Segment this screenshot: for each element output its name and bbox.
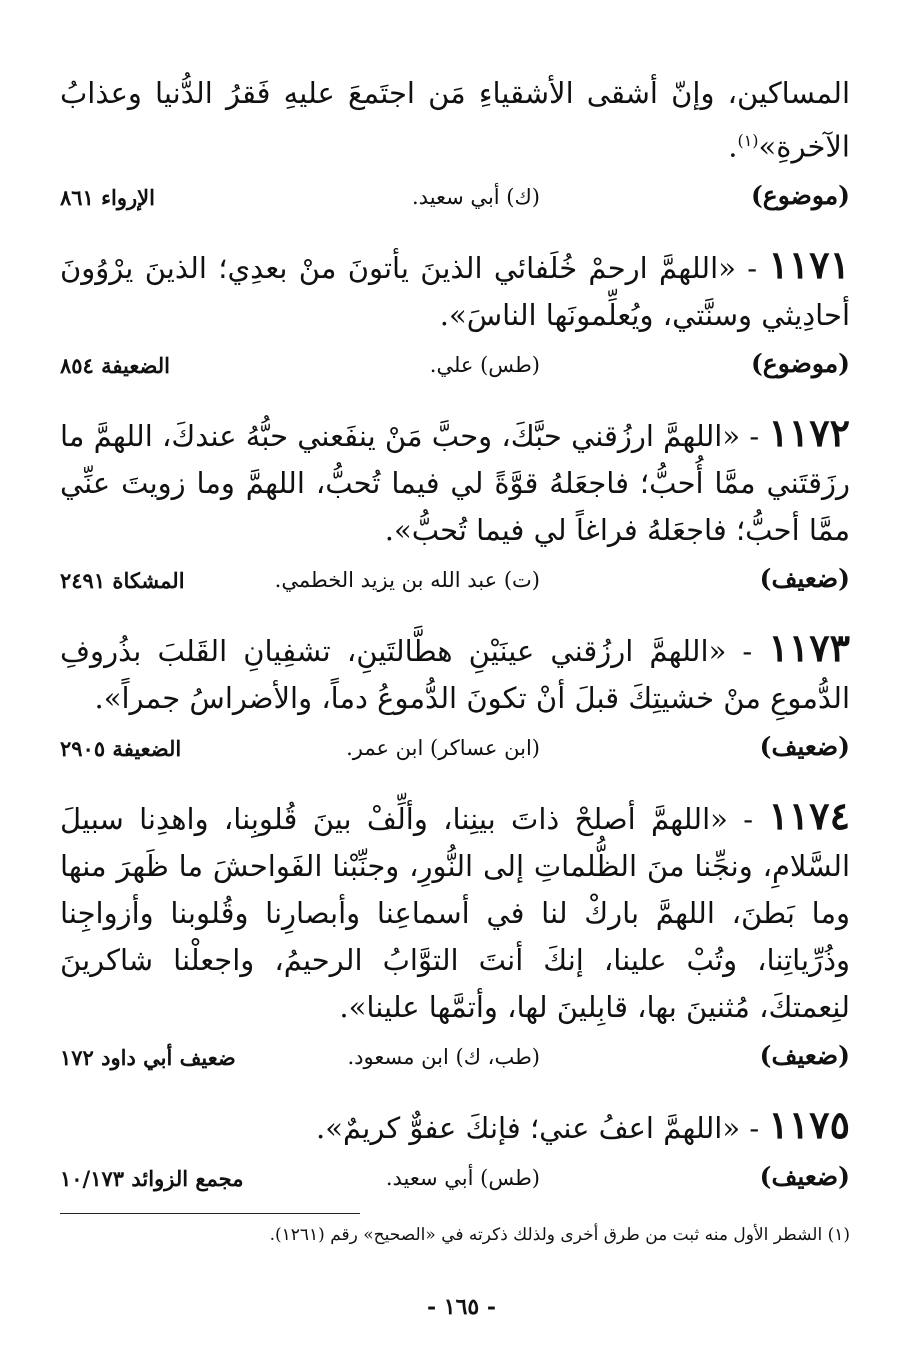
hadith-text: المساكين، وإنّ أشقى الأشقياءِ مَن اجتَمعَ عليهِ فَقرُ الدُّنيا وعذابُ الآخرةِ»$^{(١)}$. — [60, 76, 850, 164]
grade-label: (ضعيف) — [759, 731, 850, 761]
grade-label: (موضوع) — [750, 180, 850, 210]
hadith-number: ١١٧٢ — [768, 409, 851, 455]
book-reference: مجمع الزوائد ١٠/١٧٣ — [60, 1165, 244, 1191]
source-label: (ابن عساكر) ابن عمر. — [346, 735, 540, 760]
reference-row — [60, 1162, 850, 1204]
grade-label: (ضعيف) — [759, 563, 850, 593]
source-label: (طس) علي. — [429, 352, 540, 377]
source-label: (ك) أبي سعيد. — [412, 184, 540, 209]
reference-row — [60, 732, 850, 774]
footnote-marker: (١) — [737, 131, 759, 150]
reference-row — [60, 1041, 850, 1083]
page-body — [60, 70, 850, 1222]
hadith-text: ١١٧٣ - «اللهمَّ ارزُقني عينَيْنِ هطَّالتَينِ، تشفِيانِ القَلبَ بذُروفِ الدُّموعِ منْ خشيتِكَ قبلَ أنْ تكونَ الدُّموعُ دماً، والأضراسُ جمراً». — [60, 624, 851, 715]
footnote: (١) الشطر الأول منه ثبت من طرق أخرى ولذلك ذكرته في «الصحيح» رقم (١٢٦١). — [269, 1225, 850, 1245]
source-label: (طس) أبي سعيد. — [385, 1165, 540, 1190]
book-reference: الإرواء ٨٦١ — [60, 184, 155, 210]
source-label: (ت) عبد الله بن يزيد الخطمي. — [274, 567, 540, 592]
book-reference: الضعيفة ٢٩٠٥ — [60, 735, 182, 761]
page-number: - ١٦٥ - — [426, 1294, 497, 1320]
hadith-text: ١١٧٥ - «اللهمَّ اعفُ عني؛ فإنكَ عفوٌّ كريمٌ». — [315, 1101, 850, 1147]
reference-row — [60, 564, 850, 606]
hadith-number: ١١٧١ — [768, 241, 850, 287]
hadith-text: ١١٧١ - «اللهمَّ ارحمْ خُلَفائي الذينَ يأتونَ منْ بعدِي؛ الذينَ يرْوُونَ أحادِيثي وسنَّتي، ويُعلِّمونَها الناسَ». — [60, 241, 850, 332]
reference-row — [60, 349, 850, 391]
hadith-number: ١١٧٣ — [768, 624, 851, 670]
book-reference: الضعيفة ٨٥٤ — [60, 352, 170, 378]
hadith-text: ١١٧٢ - «اللهمَّ ارزُقني حبَّكَ، وحبَّ مَنْ ينفَعني حبُّهُ عندكَ، اللهمَّ ما رزَقتَني ممَّا أُحبُّ؛ فاجعَلهُ قوَّةً لي فيما تُحبُّ، اللهمَّ وما زويتَ عنِّي ممَّا أحبُّ؛ فاجعَلهُ فراغاً لي فيما تُحبُّ». — [60, 409, 851, 547]
hadith-number: ١١٧٥ — [768, 1101, 850, 1147]
grade-label: (ضعيف) — [759, 1161, 850, 1191]
book-reference: المشكاة ٢٤٩١ — [60, 567, 185, 593]
source-label: (طب، ك) ابن مسعود. — [347, 1044, 540, 1069]
reference-row — [60, 181, 850, 223]
hadith-number: ١١٧٤ — [768, 792, 850, 838]
book-reference: ضعيف أبي داود ١٧٢ — [60, 1044, 236, 1070]
grade-label: (ضعيف) — [759, 1040, 850, 1070]
grade-label: (موضوع) — [750, 348, 850, 378]
hadith-text: ١١٧٤ - «اللهمَّ أصلحْ ذاتَ بينِنا، وألِّفْ بينَ قُلوبِنا، واهدِنا سبيلَ السَّلامِ، ونجِّنا منَ الظُّلماتِ إلى النُّورِ، وجنِّبْنا الفَواحشَ ما ظَهرَ منها وما بَطنَ، اللهمَّ باركْ لنا في أسماعِنا وأبصارِنا وقُلوبنا وأزواجِنا وذُرِّياتِنا، وتُبْ علينا، إنكَ أنتَ التوَّابُ الرحيمُ، واجعلْنا شاكرينَ لنِعمتكَ، مُثنينَ بها، قابِلينَ لها، وأتمَّها علينا». — [60, 792, 850, 1024]
